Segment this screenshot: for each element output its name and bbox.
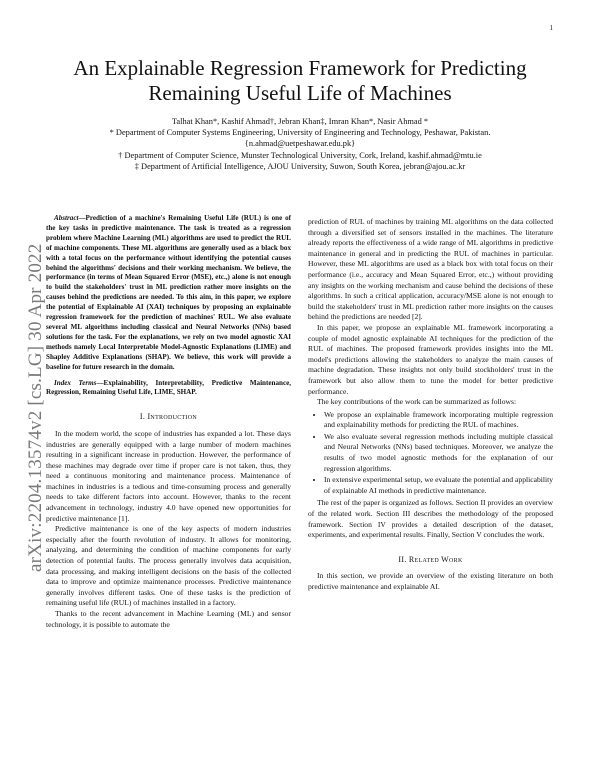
arxiv-sidebar xyxy=(10,0,46,776)
affiliation-3: ‡ Department of Artificial Intelligence, AJOU University, Suwon, South Korea, jebran@ajou.ac.kr xyxy=(134,161,466,171)
author-block xyxy=(46,116,554,172)
abstract-lead: Abstract xyxy=(54,214,79,222)
contribution-item: • We propose an explainable framework incorporating multiple regression and explainability methods for predicting the RUL of machines. xyxy=(324,410,553,431)
intro-paragraph-proposal: In this paper, we propose an explainable ML framework incorporating a couple of model agnostic explainable AI techniques for the prediction of the RUL of machines. The proposed framework provides insights into the ML model's predictions allowing the stakeholders to analyze the main causes of machine degradation. These insights not only build stockholders' trust in the framework but also allow them to tune the model for better predictive performance. xyxy=(308,322,553,396)
section-heading-introduction: I. Introduction xyxy=(139,412,198,422)
index-terms xyxy=(46,379,291,399)
paper-title: An Explainable Regression Framework for Predicting Remaining Useful Life of Machines xyxy=(73,56,527,105)
author-names: Talhat Khan*, Kashif Ahmad†, Jebran Khan‡, Imran Khan*, Nasir Ahmad * xyxy=(171,117,429,126)
abstract-text: —Prediction of a machine's Remaining Useful Life (RUL) is one of the key tasks in predictive maintenance. The task is treated as a regression problem where Machine Learning (ML) algorithms are used to predict the RUL of machine components. These ML algorithms are generally used as a black box with a total focus on the performance without identifying the potential causes behind the algorithms' decisions and their working mechanism. We believe, the performance (in terms of Mean Squared Error (MSE), etc.,) alone is not enough to build the stakeholders' trust in ML prediction rather more insights on the causes behind the predictions are needed. To this aim, in this paper, we explore the potential of Explainable AI (XAI) techniques by proposing an explainable regression framework for the prediction of machines' RUL. We also evaluate several ML algorithms including classical and Neural Networks (NNs) based solutions for the task. For the explanations, we rely on two model agnostic XAI methods namely Local Interpretable Model-Agnostic Explanations (LIME) and Shapley Additive Explanations (SHAP). We believe, this work will provide a baseline for future research in the domain. xyxy=(46,214,291,371)
contribution-item: • We also evaluate several regression methods including multiple classical and Neural Networks (NNs) based techniques. Moreover, we analyze the results of two model agnostic methods for the explanation of our regression algorithms. xyxy=(324,432,553,474)
intro-paragraph-3: Thanks to the recent advancement in Machine Learning (ML) and sensor technology, it is possible to automate the xyxy=(46,609,291,629)
arxiv-identifier: arXiv:2204.13574v2 [cs.LG] 30 Apr 2022 xyxy=(25,243,46,572)
right-column xyxy=(308,217,553,593)
section-heading-related-work: II. Related Work xyxy=(398,554,463,564)
paper-organization: The rest of the paper is organized as follows. Section II provides an overview of the related work. Section III describes the methodology of the proposed framework. Section IV provides a detailed description of the dataset, experiments, and experimental results. Finally, Section V concludes the work. xyxy=(308,498,553,540)
intro-paragraph-continued: prediction of RUL of machines by training ML algorithms on the data collected through a diversified set of sensors installed in the machines. The literature already reports the effectiveness of a wide range of ML algorithms in predictive maintenance in general and in predicting the RUL of machines in particular. However, these ML algorithms are used as a black box with total focus on their performance (i.e., accuracy and Mean Squared Error, etc.,) without providing any insights on the working mechanism and cause behind the decisions of these algorithms. In such a critical application, accuracy/MSE alone is not enough to build the stakeholders' trust in ML prediction rather more insights on the causes behind the predictions are needed [2]. xyxy=(308,217,553,322)
affiliation-1: * Department of Computer Systems Engineering, University of Engineering and Technology, Peshawar, Pakistan. xyxy=(109,128,491,138)
contributions-intro: The key contributions of the work can be summarized as follows: xyxy=(317,397,517,407)
intro-paragraph-1: In the modern world, the scope of industries has expanded a lot. These days industries are generally equipped with a large number of modern machines resulting in a significant increase in production. However, the performance of these machines may degrade over time if proper care is not taken, thus, they need a continuous monitoring and maintenance process. Maintenance of machines in industries is a tedious and time-consuming process and generally needs to take different factors into account. However, thanks to the recent advancement in technology, industry 4.0 have opened new opportunities for predictive maintenance [1]. xyxy=(46,428,291,523)
left-column xyxy=(46,214,291,630)
index-terms-text: —Explainability, Interpretability, Predictive Maintenance, Regression, Remaining Useful Life, LIME, SHAP. xyxy=(46,378,292,397)
contributions-list xyxy=(308,410,553,497)
intro-paragraph-2: Predictive maintenance is one of the key aspects of modern industries especially after the fourth revolution of industry. It allows for monitoring, analyzing, and determining the condition of machine components for early detection of potential faults. The process generally involves data acquisition, data processing, and making intelligent decisions on the basis of the collected data to improve and optimize maintenance processes. Predictive maintenance generally involves different tasks. One of these tasks is the prediction of remaining useful life (RUL) of machines installed in a factory. xyxy=(46,524,291,608)
affiliation-2: † Department of Computer Science, Munster Technological University, Cork, Ireland, kashif.ahmad@mtu.ie xyxy=(118,150,482,160)
page-number: 1 xyxy=(549,24,553,32)
related-work-paragraph: In this section, we provide an overview of the existing literature on both predictive maintenance and explainable AI. xyxy=(308,571,553,591)
abstract xyxy=(46,214,291,373)
contribution-item: • In extensive experimental setup, we evaluate the potential and applicability of explainable AI methods in predictive maintenance. xyxy=(324,475,553,496)
email-1: {n.ahmad@uetpeshawar.edu.pk} xyxy=(244,139,356,149)
index-terms-lead: Index Terms xyxy=(54,378,97,387)
